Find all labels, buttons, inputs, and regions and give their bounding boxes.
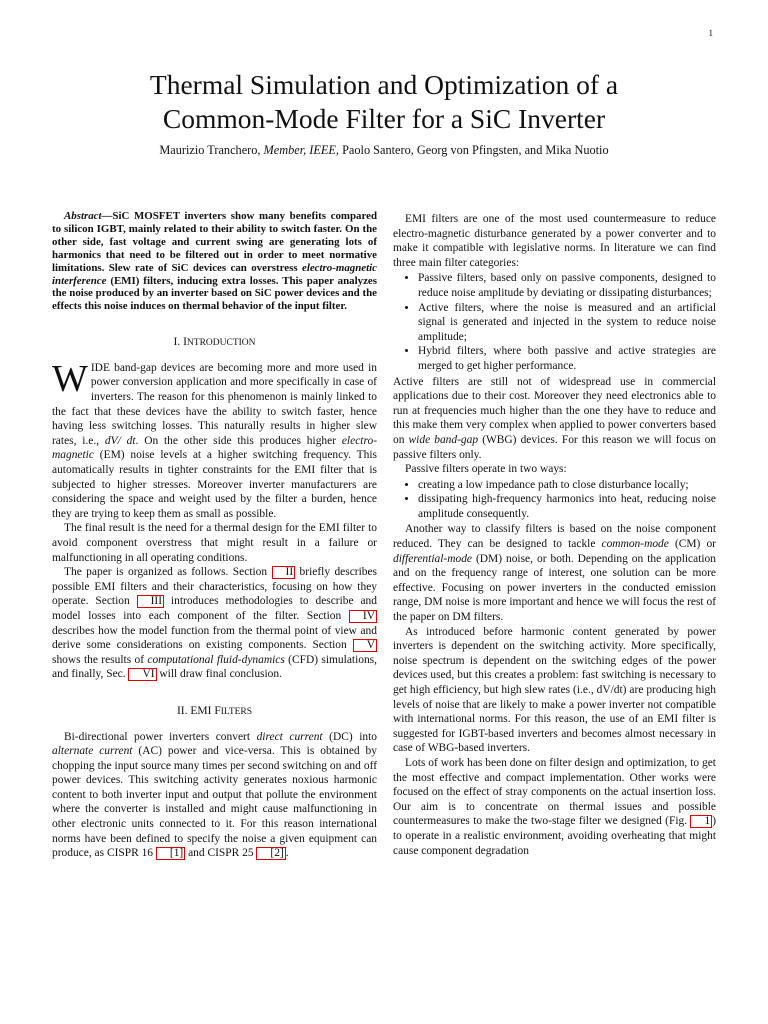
drop-cap: W <box>52 357 88 400</box>
right-column <box>393 212 716 858</box>
text: Lots of work has been done on filter design and optimization, to get the most effective and compact implementation. Other works were focused on the effect of stray components on the actual insertion loss. Our aim is to concentrate on thermal issues and possible countermeasures to make the two-stage filter we designed (Fig. <box>393 756 716 828</box>
intro-paragraph-1 <box>52 357 377 522</box>
term: common-mode <box>601 538 669 551</box>
right-paragraph-5: As introduced before harmonic content generated by power inverters is dependent on the switching activity. More specifically, noise spectrum is dependent on the switching edges of the power devices used, but this creates a problem: fast switching is necessary to get high efficiency, but high slew rates (i.e., dV/dt) are producing high levels of noise that are likely to make a power inverter not compatible with international norms. For this reason, the use of an EMI filter is suggested for IGBT-based inverters and becomes almost necessary in case of WBG-based inverters. <box>393 625 716 755</box>
term: differential-mode <box>393 552 472 565</box>
text: Another way to classify filters is based on the noise component reduced. They can be designed to tackle <box>393 523 716 551</box>
ref-section-IV-link[interactable]: IV <box>349 610 377 623</box>
right-paragraph-6 <box>393 756 716 858</box>
ref-section-II-link[interactable]: II <box>272 566 296 579</box>
text: ) to operate in a realistic environment, avoiding overheating that might cause component degradation <box>393 815 716 857</box>
text: and CISPR 25 <box>185 847 257 860</box>
passive-filter-list <box>393 478 716 522</box>
left-column <box>52 210 377 861</box>
abstract-term: electro-magnetic interference <box>52 261 377 287</box>
text: (AC) power and vice-versa. This is obtained by chopping the input source many times per second switching on and off power devices. This switching activity generates noxious harmonic content to both inverter input and output that pollute the environment where the converter is installed and might cause malfunctioning in other electronic units connected to it. For this reason international norms have been defined to specify the noise a given equipment can produce, as CISPR 16 <box>52 745 377 860</box>
list-item: • dissipating high-frequency harmonics into heat, reducing noise amplitude consequently. <box>418 492 716 521</box>
text: introduces methodologies to describe and model losses into each component of the filter. Section <box>52 595 377 622</box>
text: will draw final conclusion. <box>156 668 282 681</box>
section-cap: I <box>183 336 187 349</box>
text: (DC) into <box>322 730 377 743</box>
text: (DM) noise, or both. Depending on the application and on the frequency range of interest, one solution can be more effective. Focusing on power inverters in the conducted emission range, DM noise is more important and hence we will focus the rest of the paper on DM filters. <box>393 552 716 624</box>
text: . On the other side this produces higher <box>135 434 342 447</box>
list-item: • creating a low impedance path to close disturbance locally; <box>418 478 716 493</box>
right-paragraph-2 <box>393 375 716 463</box>
paper-title <box>40 68 728 136</box>
text: Active filters are still not of widespread use in commercial applications due to their cost. Moreover they need electronics able to run at frequencies much higher than the one they have to reduce and this make them very complex when applied to power converters based on <box>393 375 716 446</box>
term: electro-magnetic <box>52 434 377 462</box>
term: computational fluid-dynamics <box>147 653 285 666</box>
text: (CFD) simulations, and finally, Sec. <box>52 653 377 681</box>
title-line-2: Common-Mode Filter for a SiC Inverter <box>162 103 606 134</box>
section-number: I. <box>173 336 184 349</box>
right-paragraph-4 <box>393 522 716 624</box>
section-title-rest: ILTERS <box>220 706 253 717</box>
figure-1-link[interactable]: 1 <box>690 815 712 828</box>
page-number: 1 <box>708 28 713 38</box>
ref-section-V-link[interactable]: V <box>353 639 377 652</box>
emi-paragraph-1 <box>52 730 377 861</box>
term: direct current <box>256 730 323 743</box>
author-1: Maurizio Tranchero, <box>159 143 264 157</box>
text: (CM) or <box>668 538 716 551</box>
list-item: • Hybrid filters, where both passive and active strategies are merged to get higher performance. <box>418 344 716 373</box>
text: shows the results of <box>52 653 148 666</box>
citation-1-link[interactable]: [1] <box>156 847 185 860</box>
right-paragraph-1: EMI filters are one of the most used countermeasure to reduce electro-magnetic disturbance generated by a power converter and to make it compatible with legislative norms. In literature we can find three main filter categories: <box>393 213 716 269</box>
section-heading-emi-filters <box>52 704 377 720</box>
abstract <box>52 210 377 313</box>
section-heading-introduction <box>52 335 377 351</box>
abstract-text-2: (EMI) filters, inducing extra losses. This paper analyzes the noise produced by an inverter based on SiC power devices and the effects this noise induces on thermal behavior of the input filter. <box>52 274 377 313</box>
filter-categories-list <box>393 271 716 373</box>
section-cap: F <box>214 704 221 717</box>
intro-paragraph-2: The final result is the need for a thermal design for the EMI filter to avoid component overstress that might result in a failure or malfunctioning in all operating conditions. <box>52 522 377 564</box>
text: (EM) noise levels at a higher switching frequency. This automatically results in tighter constraints for the EMI filter that is subjected to higher stresses. Moreover inverter manufacturers are considering the space and weight used by the filter a burden, hence they are trying to keep them as small as possible. <box>52 449 377 520</box>
title-line-1: Thermal Simulation and Optimization of a <box>149 69 619 100</box>
text: IDE band-gap devices are becoming more and more used in power conversion application and more specifically in case of inverters. The reason for this phenomenon is mainly linked to the fact that these devices have the ability to switch faster, hence having less switching losses. This naturally results in higher slew rates, i.e., <box>52 361 377 447</box>
text: describes how the model function from the thermal point of view and derive some considerations on existing components. Section <box>52 624 377 652</box>
abstract-label: Abstract <box>64 210 102 222</box>
term: alternate current <box>52 745 133 758</box>
text: The paper is organized as follows. Section <box>64 566 272 579</box>
term: wide band-gap <box>408 433 479 446</box>
text: (WBG) devices. For this reason we will focus on passive filters only. <box>393 433 717 461</box>
text: . <box>285 847 289 860</box>
right-paragraph-3: Passive filters operate in two ways: <box>405 463 567 476</box>
list-item: • Passive filters, based only on passive components, designed to reduce noise amplitude by deviating or dissipating disturbances; <box>418 271 716 300</box>
list-item: • Active filters, where the noise is measured and an artificial signal is generated and injected in the system to reduce noise amplitude; <box>418 301 716 345</box>
ref-section-III-link[interactable]: III <box>137 595 164 608</box>
text: Bi-directional power inverters convert <box>64 730 257 743</box>
other-authors: Paolo Santero, Georg von Pfingsten, and Mika Nuotio <box>339 143 609 157</box>
intro-paragraph-3 <box>52 565 377 682</box>
abstract-text-1: —SiC MOSFET inverters show many benefits compared to silicon IGBT, mainly related to their ability to switch faster. On the other side, fast voltage and current swing are generating lots of harmonics that need to be filtered out in order to meet normative limitations. Slew rate of SiC devices can overstress <box>52 210 377 274</box>
author-1-role: Member, IEEE, <box>263 143 340 157</box>
text: briefly describes possible EMI filters and their characteristics, focusing on how they operate. Section <box>52 566 378 608</box>
math-dvdt: dV/ dt <box>104 434 136 447</box>
section-title-rest: NTRODUCTION <box>186 338 256 349</box>
section-number: II. EMI <box>176 704 215 717</box>
citation-2-link[interactable]: [2] <box>256 847 285 860</box>
author-list <box>40 143 728 158</box>
ref-section-VI-link[interactable]: VI <box>128 668 156 681</box>
